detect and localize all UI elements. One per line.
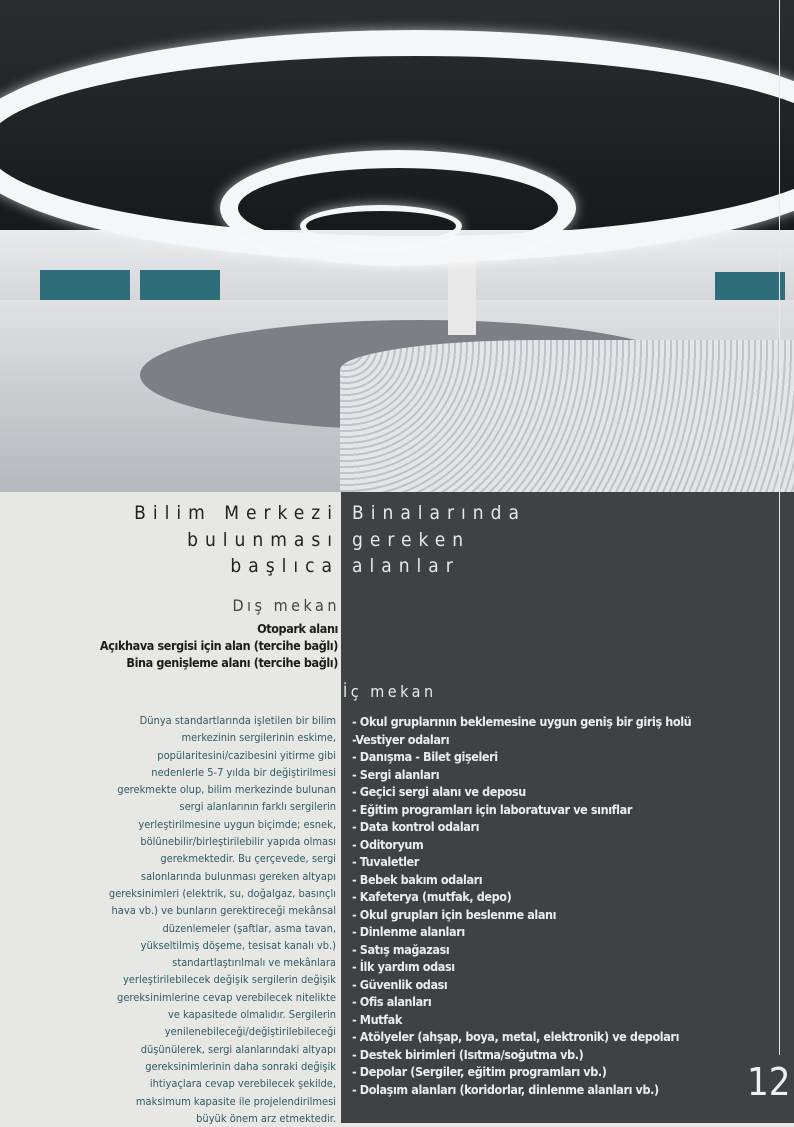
list-item: - Oditoryum [352, 836, 424, 852]
paragraph-line: salonlarında bulunması gereken altyapı [140, 869, 336, 883]
title-line: alanlar [352, 555, 460, 577]
vertical-divider-line [779, 0, 780, 1055]
list-item: - Dinlenme alanları [352, 924, 465, 939]
list-item: - Depolar (Sergiler, eğitim programları vb.) [352, 1064, 607, 1079]
paragraph-line: standartlaştırılmalı ve mekânlara [172, 956, 336, 970]
paragraph-line: gerekmekte olup, bilim merkezinde bulunan [117, 783, 336, 797]
paragraph-line: gereksinimlerinin daha sonraki değişik [145, 1059, 336, 1073]
title-line: gereken [352, 528, 471, 551]
list-item: - Destek birimleri (Isıtma/soğutma vb.) [352, 1046, 584, 1062]
list-item: - Satış mağazası [352, 941, 450, 957]
list-item: - Geçici sergi alanı ve deposu [352, 784, 526, 799]
paragraph-line: popülaritesini/cazibesini yitirme gibi [157, 748, 336, 762]
paragraph-line: büyük önem arz etmektedir. [196, 1111, 336, 1125]
paragraph-line: düşünülerek, sergi alanlarındaki altyapı [140, 1042, 336, 1056]
science-center-interior-photo [0, 0, 794, 492]
list-item: - Data kontrol odaları [352, 819, 480, 834]
paragraph-line: hava vb.) ve bunların gerektireceği mekânsal [111, 904, 336, 918]
list-item: - Sergi alanları [352, 766, 440, 782]
paragraph-line: gerekmektedir. Bu çerçevede, sergi [160, 852, 336, 866]
page-number: 12 [747, 1060, 791, 1104]
list-item: - Okul grupları için beslenme alanı [352, 906, 557, 922]
list-item: Otopark alanı [257, 621, 338, 636]
list-item: - Eğitim programları için laboratuvar ve sınıflar [352, 801, 632, 817]
paragraph-line: yerleştirilebilecek değişik sergilerin değişik [122, 973, 336, 987]
ceiling-light-ring [300, 205, 462, 247]
body-paragraph [46, 712, 336, 1127]
ic-mekan-heading: İç mekan [343, 682, 437, 701]
list-item: - Atölyeler (ahşap, boya, metal, elektronik) ve depoları [352, 1029, 680, 1044]
list-item: - İlk yardım odası [352, 959, 455, 974]
dis-mekan-heading: Dış mekan [232, 596, 340, 615]
paragraph-line: maksimum kapasite ile projelendirilmesi [135, 1094, 336, 1108]
title-line: Binalarında [352, 502, 526, 524]
dis-mekan-list [100, 620, 338, 671]
list-item: -Vestiyer odaları [352, 731, 450, 747]
paragraph-line: Dünya standartlarında işletilen bir bilim [139, 714, 336, 727]
paragraph-line: ihtiyaçlara cevap verebilecek şekilde, [149, 1077, 336, 1091]
list-item: - Bebek bakım odaları [352, 871, 483, 887]
title-right [352, 500, 526, 580]
ic-mekan-list [352, 713, 691, 1098]
paragraph-line: düzenlemeler (şaftlar, asma tavan, [162, 921, 336, 935]
title-left [134, 500, 339, 580]
paragraph-line: gereksinimlerine cevap verebilecek nitelikte [117, 990, 336, 1004]
paragraph-line: yükseltilmiş döşeme, tesisat kanalı vb.) [140, 938, 336, 952]
list-item: Açıkhava sergisi için alan (tercihe bağlı) [99, 638, 338, 653]
list-item: - Tuvaletler [352, 854, 419, 869]
paragraph-line: bölünebilir/birleştirilebilir yapıda olması [140, 835, 336, 849]
list-item: - Okul gruplarının beklemesine uygun geniş bir giriş holü [352, 714, 692, 729]
paragraph-line: nedenlerle 5-7 yılda bir değiştirilmesi [151, 765, 336, 779]
list-item: - Danışma - Bilet gişeleri [352, 749, 498, 764]
title-line: Bilim Merkezi [134, 502, 339, 524]
perforated-railing [340, 340, 794, 492]
title-line: bulunması [187, 528, 339, 551]
paragraph-line: ve kapasitede olmalıdır. Sergilerin [167, 1008, 336, 1022]
list-item: - Ofis alanları [352, 994, 432, 1009]
paragraph-line: sergi alanlarının farklı sergilerin [179, 800, 336, 814]
paragraph-line: yerleştirilmesine uygun biçimde; esnek, [138, 817, 336, 831]
paragraph-line: gereksinimleri (elektrik, su, doğalgaz, basınçlı [108, 886, 336, 900]
list-item: Bina genişleme alanı (tercihe bağlı) [126, 655, 338, 670]
list-item: - Dolaşım alanları (koridorlar, dinlenme alanları vb.) [352, 1081, 659, 1097]
list-item: - Kafeterya (mutfak, depo) [352, 889, 512, 904]
list-item: - Güvenlik odası [352, 976, 448, 992]
paragraph-line: merkezinin sergilerinin eskime, [181, 731, 336, 745]
paragraph-line: yenilenebileceği/değiştirilebileceği [164, 1025, 336, 1039]
list-item: - Mutfak [352, 1011, 402, 1027]
title-line: başlıca [230, 555, 339, 577]
